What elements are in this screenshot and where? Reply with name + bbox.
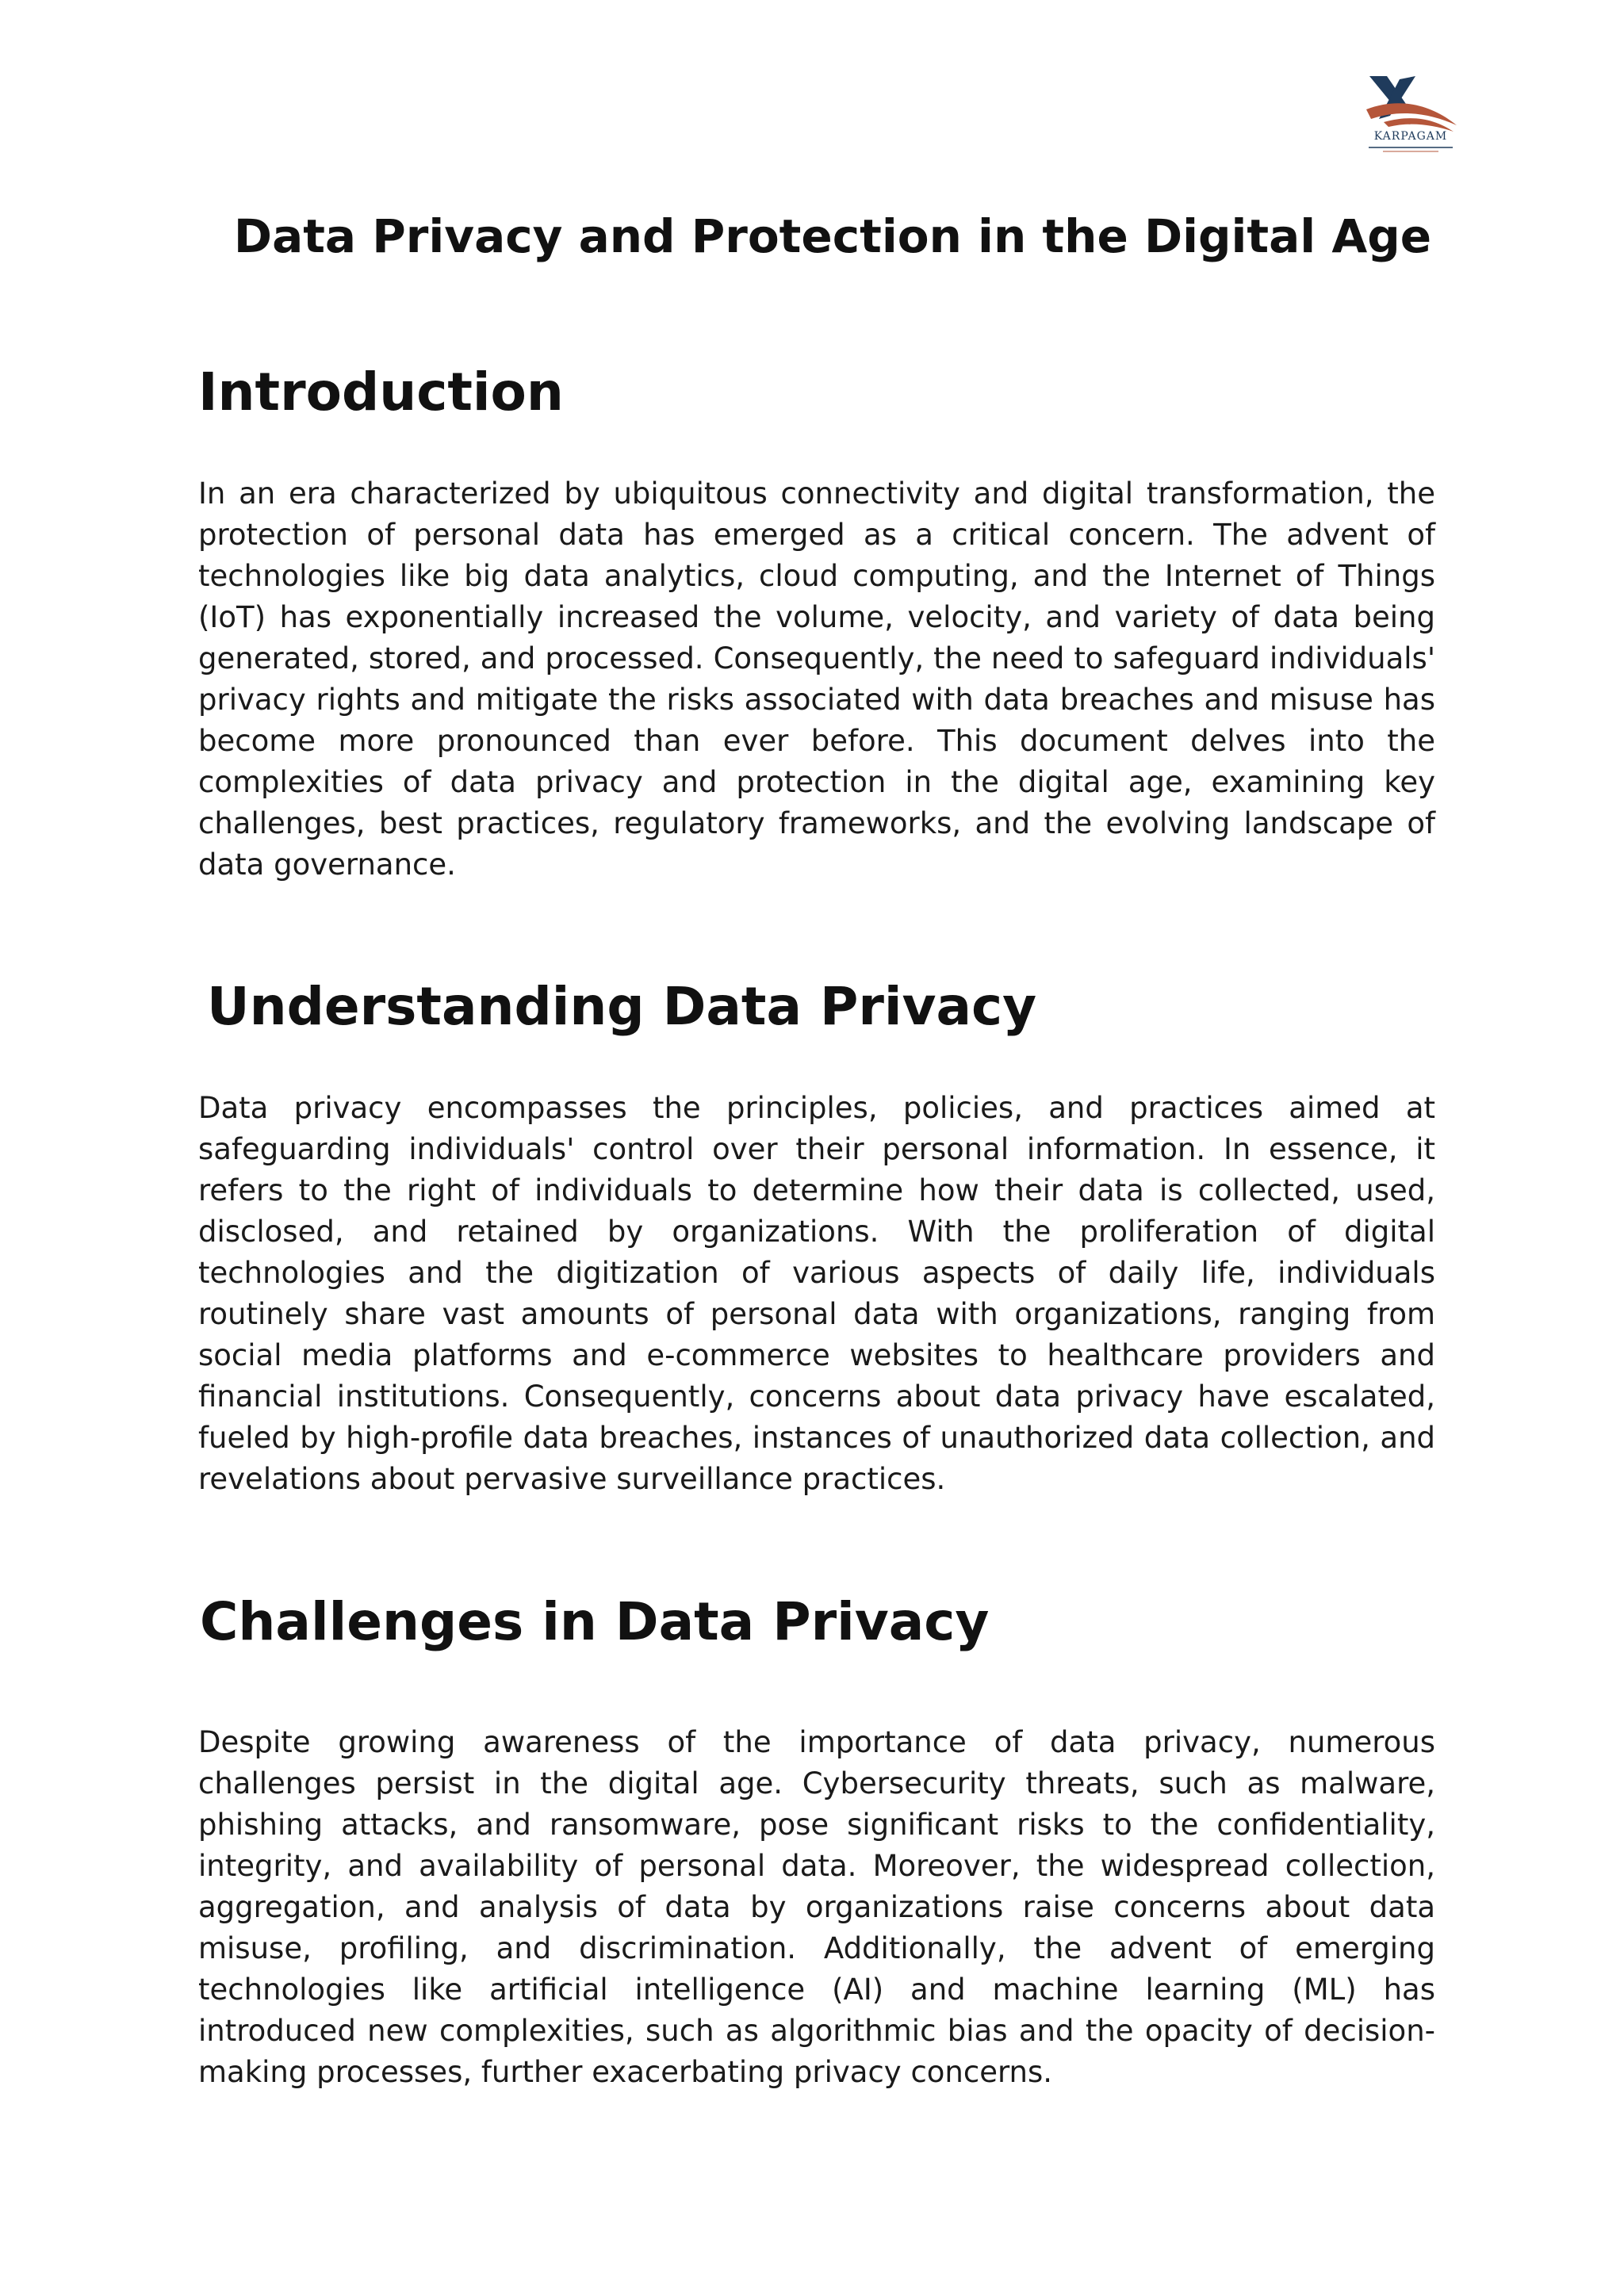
section-heading-understanding-data-privacy: Understanding Data Privacy <box>207 976 1037 1037</box>
section-body-introduction: In an era characterized by ubiquitous connectivity and digital transformation, the protection of personal data has emerged as a critical concern. The advent of technologies like big data analytics, cloud computing, and the Internet of Things (IoT) has exponentially increased the volume, velocity, and variety of data being generated, stored, and processed. Consequently, the need to safeguard individuals' privacy rights and mitigate the risks associated with data breaches and misuse has become more pronounced than ever before. This document delves into the complexities of data privacy and protection in the digital age, examining key challenges, best practices, regulatory frameworks, and the evolving landscape of data governance. <box>198 476 1435 882</box>
section-heading-introduction: Introduction <box>198 362 564 423</box>
logo-wordmark: KARPAGAM <box>1373 130 1448 143</box>
logo-mark-icon <box>1352 73 1463 136</box>
logo-tagline-mark <box>1359 144 1462 154</box>
section-body-understanding-data-privacy: Data privacy encompasses the principles, policies, and practices aimed at safeguarding individuals' control over their personal information. In essence, it refers to the right of individuals to determine how their data is collected, used, disclosed, and retained by organizations. With the proliferation of digital technologies and the digitization of various aspects of daily life, individuals routinely share vast amounts of personal data with organizations, ranging from social media platforms and e-commerce websites to healthcare providers and financial institutions. Consequently, concerns about data privacy have escalated, fueled by high-profile data breaches, instances of unauthorized data collection, and revelations about pervasive surveillance practices. <box>198 1091 1435 1496</box>
section-heading-challenges-in-data-privacy: Challenges in Data Privacy <box>200 1591 990 1652</box>
section-body-challenges-in-data-privacy: Despite growing awareness of the importance of data privacy, numerous challenges persist in the digital age. Cybersecurity threats, such as malware, phishing attacks, and ransomware, pose significant risks to the confidentiality, integrity, and availability of personal data. Moreover, the widespread collection, aggregation, and analysis of data by organizations raise concerns about data misuse, profiling, and discrimination. Additionally, the advent of emerging technologies like artificial intelligence (AI) and machine learning (ML) has introduced new complexities, such as algorithmic bias and the opacity of decision-making processes, further exacerbating privacy concerns. <box>198 1725 1435 2089</box>
document-title: Data Privacy and Protection in the Digital Age <box>233 209 1432 263</box>
